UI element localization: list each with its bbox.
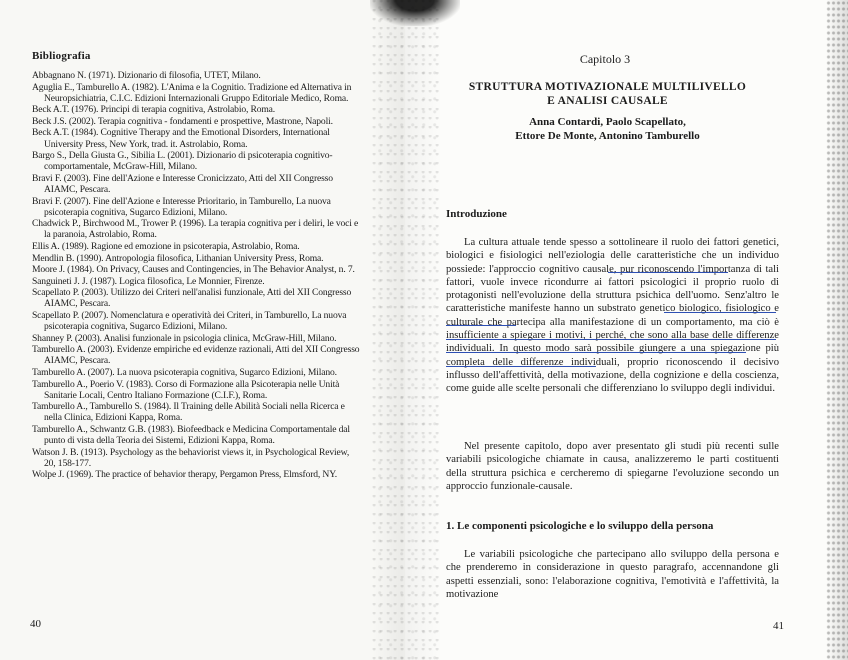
bibliography-entry: Moore J. (1984). On Privacy, Causes and Contingencies, in The Behavior Analyst, n. 7. [32,264,355,276]
bibliography-entry: Bravi F. (2007). Fine dell'Azione e Interesse Prioritario, in Tamburello, La nuova psicoterapia cognitiva, Sugarco Edizioni, Milano. [32,195,331,218]
bibliography-entry: Scapellato P. (2007). Nomenclatura e operatività dei Criteri, in Tamburello, La nuova psicoterapia cognitiva, Sugarco Edizioni, Milano. [32,309,347,333]
bibliography-heading: Bibliografia [32,50,91,62]
bibliography-entry: Scapellato P. (2003). Utilizzo dei Criteri nell'analisi funzionale, Atti del XII Congresso AIAMC, Pescara. [32,287,352,310]
section-paragraph [446,548,779,601]
introduction-paragraph-2 [446,440,779,493]
bibliography-entry: Sanguineti J. J. (1987). Logica filosofica, Le Monnier, Firenze. [32,275,265,287]
section-heading: 1. Le componenti psicologiche e lo sviluppo della persona [446,520,714,532]
pen-underline [664,312,776,313]
bibliography-entry: Shanney P. (2003). Analisi funzionale in psicologia clinica, McGraw-Hill, Milano. [32,332,337,344]
bibliography-entry: Bargo S., Della Giusta G., Sibilia L. (2001). Dizionario di psicoterapia cognitivo-comportamentale, McGraw-Hill, Milano. [32,150,333,173]
bibliography-entry: Aguglia E., Tamburello A. (1982). L'Anima e la Cognitio. Tradizione ed Alternativa in Neuropsichiatria, C.I.C. Edizioni Internazionali Gruppo Editoriale Medico, Roma. [32,81,352,104]
bibliography-entry: Watson J. B. (1913). Psychology as the behaviorist views it, in Psychological Review, 20, 158-177. [32,446,350,469]
bibliography-entry: Bravi F. (2003). Fine dell'Azione e Interesse Cronicizzato, Atti del XII Congresso AIAMC, Pescara. [32,172,333,195]
authors-line-1: Anna Contardi, Paolo Scapellato, [529,116,686,128]
chapter-title [415,80,800,108]
bibliography-entry: Beck A.T. (1984). Cognitive Therapy and the Emotional Disorders, International University Press, New York, trad. it. Astrolabio, Roma. [32,127,330,150]
chapter-title-line-2: E ANALISI CAUSALE [547,95,668,107]
chapter-title-line-1: STRUTTURA MOTIVAZIONALE MULTILIVELLO [468,81,747,93]
paragraph-text: Le variabili psicologiche che partecipano allo sviluppo della persona e che prenderemo in considerazione in questo paragrafo, accennandone gli aspetti essenziali, sono: l'elaborazione cognitiva, l'emotività e l'affettività, la motivazione [446,549,779,600]
scan-shadow [370,0,460,26]
pen-underline [446,366,596,367]
page-number-right: 41 [773,620,784,632]
bibliography-entry: Tamburello A. (2003). Evidenze empiriche ed evidenze razionali, Atti del XII Congresso AIAMC, Pescara. [32,344,360,367]
page-edge [826,0,848,660]
chapter-label: Capitolo 3 [579,52,631,66]
bibliography-entry: Beck A.T. (1976). Principi di terapia cognitiva, Astrolabio, Roma. [32,104,276,116]
paragraph-text: La cultura attuale tende spesso a sottolineare il ruolo dei fattori genetici, biologici e fisiologici nell'eziologia delle caratteristiche che un individuo possiede: l'approccio cognitivo causale, pur riconoscendo l'importanza di tali fattori, vuole invece ricondurre ai fattori psicologici il proprio ruolo di protagonisti nell'evoluzione della struttura psichica dell'uomo. Senz'altro le caratteristiche manifeste hanno un substrato genetico biologico, fisiologico e culturale che partecipa alla manifestazione di un comportamento, ma ciò è insufficiente a spiegare i motivi, i perché, che sono alla base delle differenze individuali. In questo modo sarà possibile giungere a una spiegazione più completa delle differenze individuali, proprio riconoscendo il decisivo influsso dell'affettività, della motivazione, della cognizione e della coscienza, come guide alle scelte personali che differenziano lo sviluppo degli individui. [446,237,779,395]
chapter-authors [415,115,800,143]
bibliography-entry: Tamburello A., Poerio V. (1983). Corso di Formazione alla Psicoterapia nelle Unità Sanitarie Locali, Centro Italiano Formazione (C.I.F.), Roma. [32,378,340,401]
bibliography-entry: Wolpe J. (1969). The practice of behavior therapy, Pergamon Press, Elmsford, NY. [32,469,337,481]
paragraph-text: Nel presente capitolo, dopo aver presentato gli studi più recenti sulle variabili psicologiche chiamate in causa, analizzeremo le parti costituenti della struttura psichica e cercheremo di spiegarne l'evoluzione secondo un approccio funzionale-causale. [446,441,779,492]
pen-underline [608,272,728,273]
bibliography-entry: Chadwick P., Birchwood M., Trower P. (1996). La terapia cognitiva per i deliri, le voci e la paranoia, Astrolabio, Roma. [32,218,359,241]
bibliography-entry: Tamburello A., Tamburello S. (1984). Il Training delle Abilità Sociali nella Ricerca e nella Clinica, Edizioni Kappa, Roma. [32,401,345,424]
bibliography-entry: Tamburello A. (2007). La nuova psicoterapia cognitiva, Sugarco Edizioni, Milano. [32,366,337,378]
page-number-left: 40 [30,618,41,630]
introduction-heading: Introduzione [446,208,507,220]
bibliography-entry: Mendlin B. (1990). Antropologia filosofica, Lithanian University Press, Roma. [32,252,324,264]
authors-line-2: Ettore De Monte, Antonino Tamburello [515,130,700,142]
introduction-paragraph-1 [446,236,779,396]
bibliography-entry: Abbagnano N. (1971). Dizionario di filosofia, UTET, Milano. [32,70,261,81]
pen-underline [446,352,746,353]
pen-underline [446,339,776,340]
bibliography-entry: Beck J.S. (2002). Terapia cognitiva - fondamenti e prospettive, Mastrone, Napoli. [32,115,333,127]
bibliography-list [32,70,362,481]
bibliography-entry: Ellis A. (1989). Ragione ed emozione in psicoterapia, Astrolabio, Roma. [32,240,300,252]
pen-underline [446,325,516,326]
bibliography-entry: Tamburello A., Schwantz G.B. (1983). Biofeedback e Medicina Comportamentale dal punto di vista della Teoria dei Sistemi, Edizioni Kappa, Roma. [32,423,350,446]
